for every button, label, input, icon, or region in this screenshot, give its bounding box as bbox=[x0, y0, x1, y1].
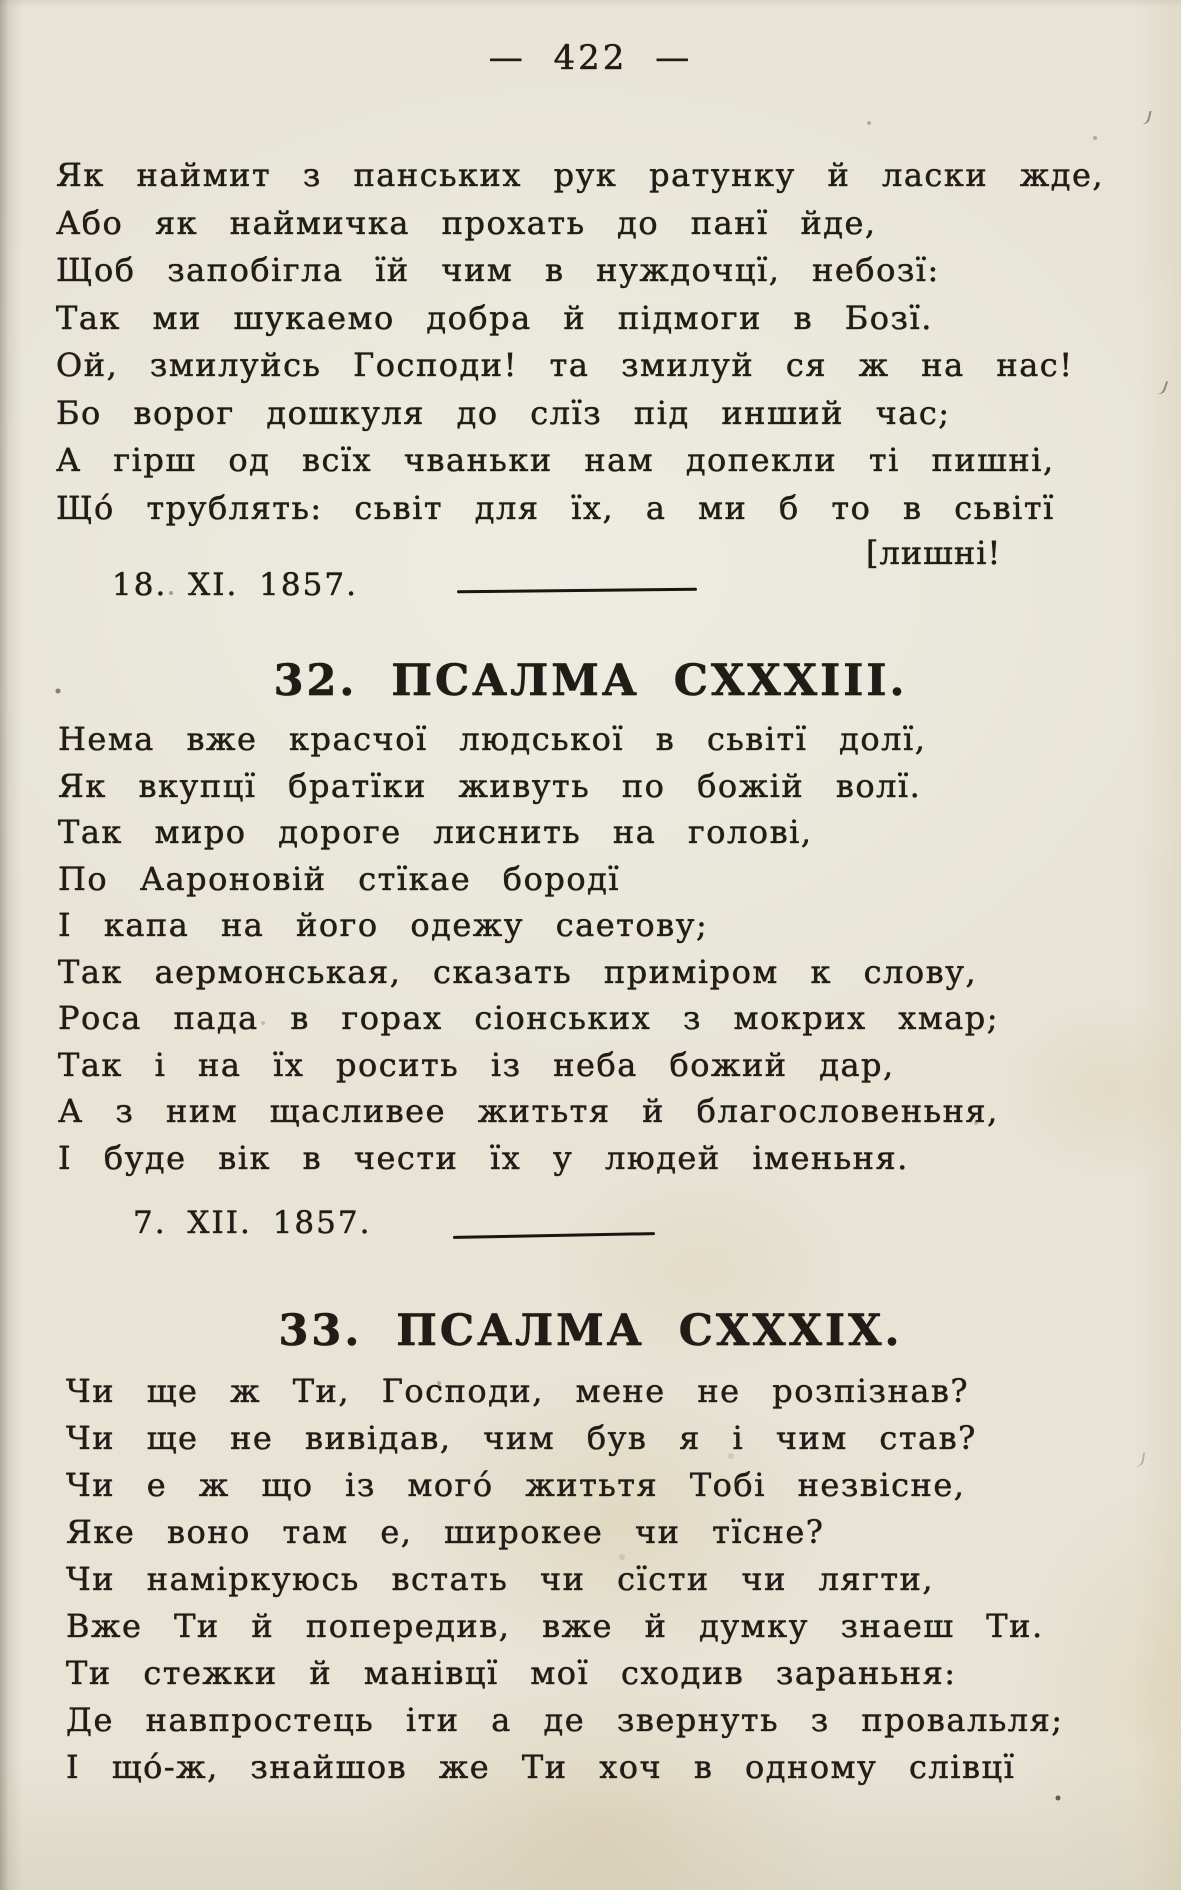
poem-line: Чи наміркуюсь встать чи сїсти чи лягти, bbox=[66, 1560, 935, 1598]
poem-line: Так аермонськая, сказать приміром к слову, bbox=[58, 952, 978, 991]
poem-line: Де навпростець іти а де звернуть з провальля; bbox=[66, 1701, 1064, 1739]
poem-line: А гірш од всїх чваньки нам допекли ті пишні, bbox=[56, 441, 1055, 479]
page-number: — 422 — bbox=[488, 38, 693, 78]
psalm-heading: 32. ПСАЛМА CXXXIII. bbox=[273, 656, 908, 706]
poem-line: І капа на його одежу саетову; bbox=[58, 906, 709, 944]
poem-date: 18. XI. 1857. bbox=[112, 567, 358, 603]
poem-line: Чи ще не вивідав, чим був я і чим став? bbox=[66, 1419, 977, 1457]
poem-line: Яке воно там е, широкее чи тїсне? bbox=[66, 1513, 825, 1551]
section-divider-rule bbox=[457, 588, 697, 594]
paper-foxing-specks bbox=[0, 0, 2, 2]
poem-line: Ой, змилуйсь Господи! та змилуй ся ж на нас! bbox=[56, 346, 1074, 384]
poem-line: Чи ще ж Ти, Господи, мене не розпізнав? bbox=[66, 1372, 970, 1410]
poem-line: Нема вже красчої людської в сьвітї долї, bbox=[58, 720, 927, 758]
poem-line: Так ми шукаемо добра й підмоги в Бозї. bbox=[56, 298, 933, 337]
poem-line: Щоб запобігла їй чим в нуждочцї, небозї: bbox=[56, 251, 940, 289]
poem-line: Так і на їх росить із неба божий дар, bbox=[58, 1045, 895, 1084]
poem-line: Щó трублять: сьвіт для їх, а ми б то в сьвітї bbox=[56, 488, 1055, 527]
poem-line: Так миро дороге лиснить на голові, bbox=[58, 813, 813, 851]
poem-continuation bbox=[56, 152, 1104, 532]
psalm-32-poem bbox=[58, 716, 999, 1181]
poem-date: 7. XII. 1857. bbox=[133, 1205, 372, 1241]
poem-line: Як наймит з панських рук ратунку й ласки жде, bbox=[56, 156, 1105, 194]
poem-line: А з ним щасливее житьтя й благословеньня, bbox=[58, 1092, 999, 1130]
section-divider-rule bbox=[453, 1232, 655, 1239]
poem-line: Вже Ти й попередив, вже й думку знаеш Ти. bbox=[66, 1607, 1044, 1645]
paper-scratch-mark bbox=[1135, 1451, 1145, 1467]
poem-line: І щó-ж, знайшов же Ти хоч в одному слівцї bbox=[66, 1748, 1016, 1786]
paper-scratch-mark bbox=[1140, 109, 1151, 125]
psalm-heading: 33. ПСАЛМА CXXXIX. bbox=[278, 1306, 903, 1356]
poem-line: Як вкупцї братїки живуть по божій волї. bbox=[58, 766, 922, 805]
paper-scratch-mark bbox=[1156, 379, 1168, 396]
poem-line: І буде вік в чести їх у людей іменьня. bbox=[58, 1138, 909, 1177]
poem-line: Чи е ж що із могó житьтя Тобі незвісне, bbox=[66, 1466, 966, 1504]
psalm-33-poem bbox=[66, 1368, 1064, 1791]
poem-line: По Аароновій стїкае бородї bbox=[58, 859, 621, 898]
poem-line: Бо ворог дошкуля до слїз під инший час; bbox=[56, 393, 951, 432]
poem-hanging-line: [лишні! bbox=[866, 534, 1002, 572]
poem-line: Ти стежки й манівцї мої сходив зараньня: bbox=[66, 1654, 957, 1692]
poem-line: Роса пада в горах сіонських з мокрих хмар; bbox=[58, 999, 1000, 1037]
poem-line: Або як наймичка прохать до панї йде, bbox=[56, 203, 877, 242]
